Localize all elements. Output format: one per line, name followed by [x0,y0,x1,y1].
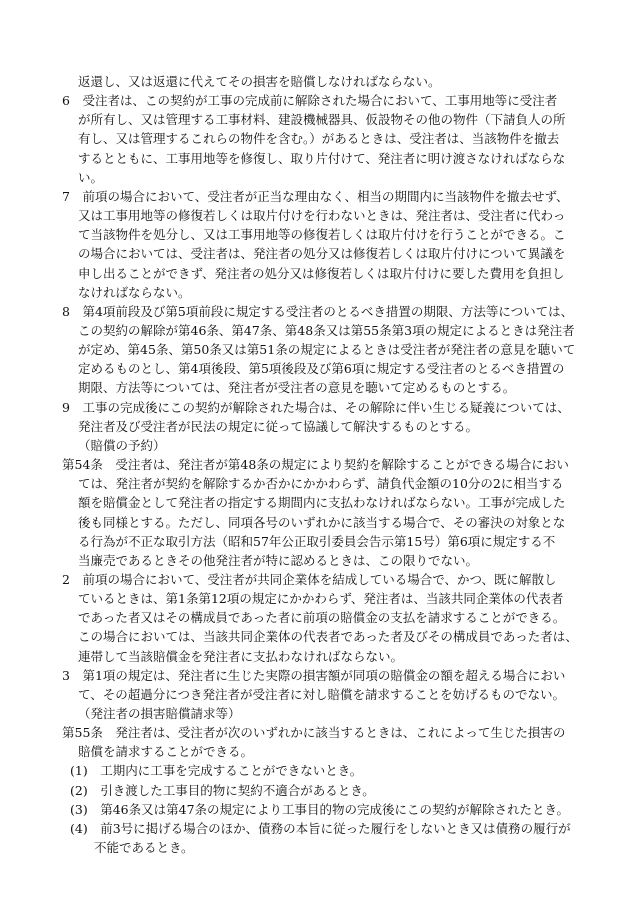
text-line: 定めるものとし、第4項後段、第5項後段及び第6項に規定する受注者のとるべき措置の [78,361,565,377]
text-line: 9 工事の完成後にこの契約が解除された場合は、その解除に伴い生じる疑義については、 [62,399,570,415]
list-item: (3) 第46条又は第47条の規定により工事目的物の完成後にこの契約が解除されたとき。 [70,801,570,817]
text-line: 第54条 受注者は、発注者が第48条の規定により契約を解除することができる場合におい [62,457,569,472]
text-line: 当廉売であるときその他発注者が特に認めるときは、この限りでない。 [78,552,479,568]
text-line: であった者又はその構成員であった者に前項の賠償金の支払を請求することができる。 [78,610,566,626]
text-line: の場合においては、受注者は、発注者の処分又は修復若しくは取片付けについて異議を [78,246,566,262]
section-heading: （発注者の損害賠償請求等） [78,705,241,721]
text-line: この場合においては、当該共同企業体の代表者であった者及びその構成員であった者は、 [78,629,578,645]
text-line: が定め、第45条、第50条又は第51条の規定によるときは受注者が発注者の意見を聴いて [78,342,576,358]
section-heading: （賠償の予約） [78,437,166,453]
text-line: この契約の解除が第46条、第47条、第48条又は第55条第3項の規定によるときは発注者 [78,322,575,338]
text-line: 6 受注者は、この契約が工事の完成前に解除された場合において、工事用地等に受注者 [62,93,558,109]
text-line: 額を賠償金として発注者の指定する期間内に支払わなければならない。工事が完成した [78,495,566,511]
text-line: 2 前項の場合において、受注者が共同企業体を結成している場合で、かつ、既に解散し [62,571,557,587]
text-line: ているときは、第1条第12項の規定にかかわらず、発注者は、当該共同企業体の代表者 [78,591,564,606]
text-line: て当該物件を処分し、又は工事用地等の修復若しくは取片付けを行うことができる。こ [78,227,566,243]
text-line: 8 第4項前段及び第5項前段に規定する受注者のとるべき措置の期限、方法等については、 [62,303,574,319]
text-line: なければならない。 [78,284,191,300]
text-line: ては、発注者が契約を解除するか否かにかかわらず、請負代金額の10分の2に相当する [78,476,564,492]
text-line: 期限、方法等については、発注者が受注者の意見を聴いて定めるものとする。 [78,380,516,396]
text-line: 連帯して当該賠償金を発注者に支払わなければならない。 [78,648,404,664]
text-line: 有し、又は管理するこれらの物件を含む。）があるときは、受注者は、当該物件を撤去 [78,131,560,147]
text-line: 又は工事用地等の修復若しくは取片付けを行わないときは、発注者は、受注者に代わっ [78,208,566,223]
text-line: 7 前項の場合において、受注者が正当な理由なく、相当の期間内に当該物件を撤去せず、 [62,188,569,204]
text-line: 返還し、又は返還に代えてその損害を賠償しなければならない。 [78,74,441,89]
text-line: 発注者及び受注者が民法の規定に従って協議して解決するものとする。 [78,418,479,434]
list-item: (2) 引き渡した工事目的物に契約不適合があるとき。 [70,782,375,798]
text-line: 賠償を請求することができる。 [78,744,254,760]
text-line: するとともに、工事用地等を修復し、取り片付けて、発注者に明け渡さなければならな [78,150,566,166]
text-line: る行為が不正な取引方法（昭和57年公正取引委員会告示第15号）第6項に規定する不 [78,533,556,549]
text-line: 第55条 発注者は、受注者が次のいずれかに該当するときは、これによって生じた損害の [62,725,566,741]
text-line: て、その超過分につき発注者が受注者に対し賠償を請求することを妨げるものでない。 [78,686,566,702]
text-line: い。 [78,169,104,185]
text-line: 後も同様とする。ただし、同項各号のいずれかに該当する場合で、その審決の対象とな [78,514,566,530]
list-item: (4) 前3号に掲げる場合のほか、債務の本旨に従った履行をしないとき又は債務の履行が [70,820,571,836]
list-item: 不能であるとき。 [94,840,194,855]
text-line: 申し出ることができず、発注者の処分又は修復若しくは取片付けに要した費用を負担し [78,265,565,281]
list-item: (1) 工期内に工事を完成することができないとき。 [70,763,363,779]
text-line: が所有し、又は管理する工事材料、建設機械器具、仮設物その他の物件（下請負人の所 [78,112,566,128]
text-line: 3 第1項の規定は、発注者に生じた実際の損害額が同項の賠償金の額を超える場合におい [62,667,566,683]
